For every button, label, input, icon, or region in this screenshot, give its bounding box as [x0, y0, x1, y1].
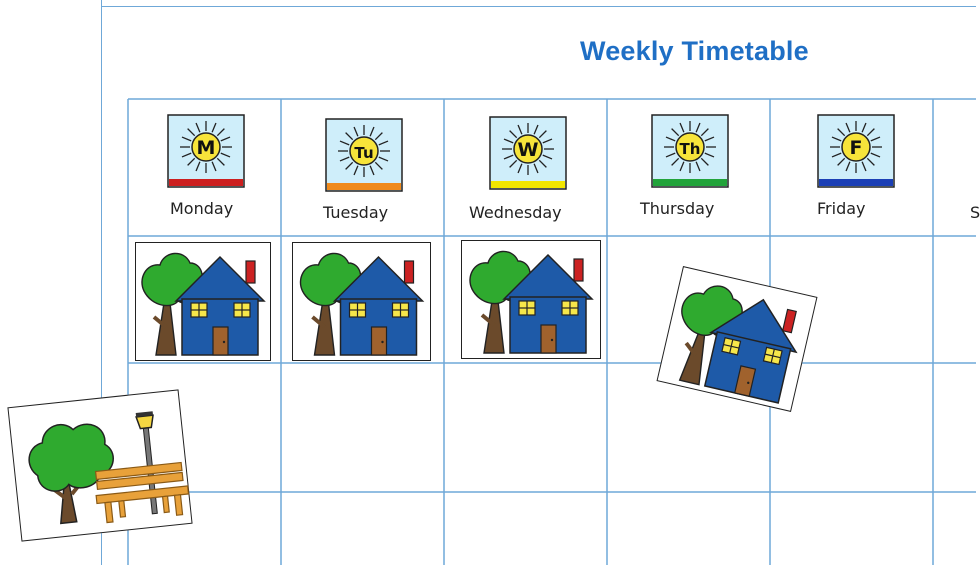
sun-icon: [652, 115, 728, 187]
day-label-monday: Monday: [170, 199, 234, 218]
house-card-wednesday[interactable]: [461, 240, 601, 359]
sun-icon: [818, 115, 894, 187]
sun-letter: Th: [679, 140, 701, 158]
house-card-tuesday[interactable]: [292, 242, 431, 361]
day-label-partial: S: [970, 203, 980, 222]
sun-letter: Tu: [354, 144, 374, 162]
park-bench-icon: [9, 391, 191, 540]
sun-icon: [490, 117, 566, 189]
day-label-wednesday: Wednesday: [469, 203, 562, 222]
sun-letter: F: [849, 137, 863, 159]
park-card[interactable]: [7, 389, 192, 541]
day-label-thursday: Thursday: [640, 199, 715, 218]
sun-icon: [168, 115, 244, 187]
day-label-tuesday: Tuesday: [323, 203, 389, 222]
day-label-friday: Friday: [817, 199, 866, 218]
house-tree-icon: [136, 243, 269, 359]
house-tree-icon: [462, 241, 599, 357]
sun-icon: [326, 119, 402, 191]
sun-letter: M: [196, 137, 216, 159]
house-tree-icon: [293, 243, 429, 359]
house-card-monday[interactable]: [135, 242, 271, 361]
sun-letter: W: [517, 139, 539, 161]
page-title: Weekly Timetable: [580, 36, 809, 66]
